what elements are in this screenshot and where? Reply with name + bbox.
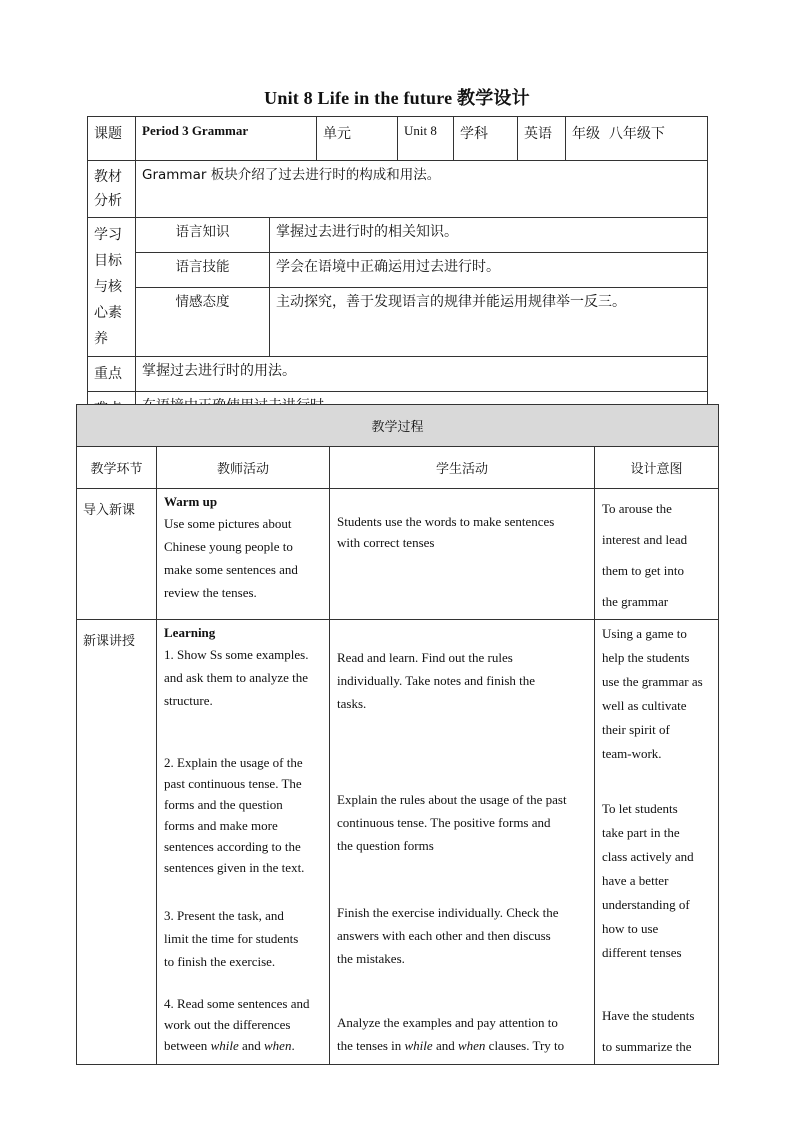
goal-value-knowledge: 掌握过去进行时的相关知识。 xyxy=(270,218,708,253)
learning-purpose-cell: Using a game to help the students use the grammar as well as cultivate their spirit of team-work. To let students take part in the class actively and have a better understanding of how to use different tenses Have the students to summarize the xyxy=(595,620,719,1065)
learning-title: Learning xyxy=(164,625,216,640)
teaching-process-table xyxy=(76,404,719,1065)
unit-value: Unit 8 xyxy=(398,117,454,161)
goal-value-skill: 学会在语境中正确运用过去进行时。 xyxy=(270,252,708,287)
grade-cell xyxy=(566,117,708,161)
table-row xyxy=(77,489,719,620)
key-label: 重点 xyxy=(88,357,136,392)
goal-label-skill: 语言技能 xyxy=(136,252,270,287)
warmup-purpose-cell: To arouse the interest and lead them to get into the grammar xyxy=(595,489,719,620)
column-purpose: 设计意图 xyxy=(595,447,719,489)
unit-label: 单元 xyxy=(317,117,398,161)
warmup-title: Warm up xyxy=(164,494,218,509)
table-row xyxy=(77,620,719,1065)
process-header: 教学过程 xyxy=(77,405,719,447)
learning-teacher-cell: Learning 1. Show Ss some examples. and ask them to analyze the structure. 2. Explain the usage of the past continuous tense. The forms and the question forms and make more sentences according to the sentences given in the text. 3. Present the task, and limit the time for students to finish the exercise. 4. Read some sentences and work out the differences between while and when. xyxy=(157,620,330,1065)
warmup-student-cell: Students use the words to make sentences with correct tenses xyxy=(330,489,595,620)
grade-value: 八年级下 xyxy=(608,126,665,142)
subject-value: 英语 xyxy=(518,117,566,161)
column-teacher: 教师活动 xyxy=(157,447,330,489)
grade-label: 年级 xyxy=(572,126,601,142)
goal-label-attitude: 情感态度 xyxy=(136,287,270,357)
course-info-table xyxy=(87,116,708,427)
goals-label: 学习 目标 与核 心素 养 xyxy=(88,218,136,357)
column-stage: 教学环节 xyxy=(77,447,157,489)
lesson-label: 课题 xyxy=(88,117,136,161)
stage-learning: 新课讲授 xyxy=(77,620,157,1065)
goal-label-knowledge: 语言知识 xyxy=(136,218,270,253)
warmup-teacher-cell: Warm up Use some pictures about Chinese young people to make some sentences and review the tenses. xyxy=(157,489,330,620)
analysis-value: Grammar 板块介绍了过去进行时的构成和用法。 xyxy=(136,161,708,218)
subject-label: 学科 xyxy=(454,117,518,161)
column-student: 学生活动 xyxy=(330,447,595,489)
page-title: Unit 8 Life in the future 教学设计 xyxy=(264,88,530,108)
key-value: 掌握过去进行时的用法。 xyxy=(136,357,708,392)
lesson-value: Period 3 Grammar xyxy=(136,117,317,161)
goal-value-attitude: 主动探究，善于发现语言的规律并能运用规律举一反三。 xyxy=(270,287,708,357)
analysis-label: 教材 分析 xyxy=(88,161,136,218)
learning-student-cell: Read and learn. Find out the rules individually. Take notes and finish the tasks. Explain the rules about the usage of the past continuous tense. The positive forms and the question forms Finish the exercise individually. Check the answers with each other and then discuss the mistakes. Analyze the examples and pay attention to the tenses in while and when clauses. Try to xyxy=(330,620,595,1065)
stage-warmup: 导入新课 xyxy=(77,489,157,620)
